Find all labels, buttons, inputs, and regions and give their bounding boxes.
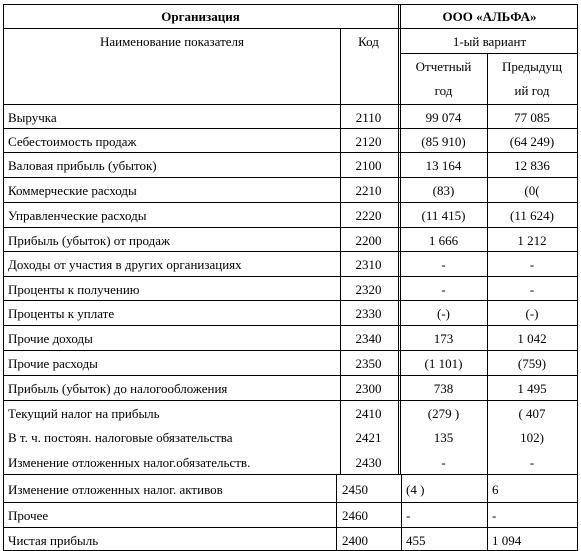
previous-year-value: ( 407 — [518, 406, 546, 421]
current-year-value: 99 074 — [425, 110, 462, 125]
indicator-name: Чистая прибыль — [8, 533, 99, 548]
previous-year-value: 77 085 — [514, 110, 550, 125]
previous-year-value: - — [529, 257, 535, 272]
indicator-code: 2330 — [355, 306, 382, 321]
horizontal-rule — [3, 474, 578, 475]
previous-year-value: 1 212 — [517, 233, 547, 248]
current-year-value: 738 — [433, 381, 454, 396]
current-year-value: 135 — [433, 430, 454, 445]
horizontal-rule — [3, 276, 578, 277]
current-year-value: - — [406, 508, 411, 523]
indicator-name: Выручка — [8, 110, 57, 125]
indicator-name: Валовая прибыль (убыток) — [8, 158, 157, 173]
indicator-name: Проценты к уплате — [8, 306, 115, 321]
horizontal-rule — [3, 28, 578, 29]
indicator-code: 2300 — [355, 381, 382, 396]
indicator-name: Коммерческие расходы — [8, 183, 137, 198]
indicator-code: 2200 — [355, 233, 382, 248]
vertical-rule — [336, 474, 337, 551]
current-year-value: (-) — [437, 306, 450, 321]
current-year-header-line1: Отчетный — [415, 59, 472, 74]
indicator-code: 2410 — [355, 406, 382, 421]
indicator-column-header: Наименование показателя — [99, 34, 245, 49]
current-year-value: (11 415) — [421, 208, 466, 223]
indicator-name: Прочие расходы — [8, 356, 98, 371]
previous-year-value: (-) — [525, 306, 539, 321]
horizontal-rule — [3, 227, 578, 228]
previous-year-value: 6 — [492, 482, 499, 497]
indicator-code: 2460 — [342, 508, 368, 523]
horizontal-rule — [3, 300, 578, 301]
previous-year-value: 1 042 — [517, 331, 547, 346]
vertical-rule — [487, 53, 488, 475]
vertical-rule — [401, 474, 402, 551]
current-year-header-line2: год — [434, 83, 453, 98]
indicator-code: 2320 — [355, 282, 382, 297]
previous-year-value: - — [529, 282, 535, 297]
indicator-code: 2400 — [342, 533, 368, 548]
current-year-value: 1 666 — [428, 233, 459, 248]
current-year-value: 455 — [406, 533, 426, 548]
current-year-value: (279 ) — [427, 406, 460, 421]
indicator-name: В т. ч. постоян. налоговые обязательства — [8, 430, 233, 445]
indicator-name: Прочее — [8, 508, 49, 523]
indicator-name: Управленческие расходы — [8, 208, 147, 223]
indicator-code: 2220 — [355, 208, 382, 223]
vertical-rule — [400, 4, 401, 475]
indicator-code: 2340 — [355, 331, 382, 346]
indicator-code: 2100 — [355, 158, 382, 173]
horizontal-rule — [3, 4, 578, 5]
vertical-rule — [340, 28, 341, 475]
horizontal-rule — [3, 128, 578, 129]
vertical-rule — [577, 4, 578, 551]
previous-year-value: 1 094 — [492, 533, 522, 548]
indicator-name: Прочие доходы — [8, 331, 93, 346]
horizontal-rule — [3, 350, 578, 351]
current-year-value: (85 910) — [421, 134, 466, 149]
indicator-name: Прибыль (убыток) от продаж — [8, 233, 170, 248]
previous-year-header-line1: Предыдущ — [502, 59, 562, 74]
horizontal-rule — [3, 152, 578, 153]
indicator-name: Изменение отложенных налог. активов — [8, 482, 223, 497]
horizontal-rule — [3, 325, 578, 326]
current-year-value: - — [441, 455, 446, 470]
current-year-value: 13 164 — [425, 158, 462, 173]
vertical-rule — [487, 474, 488, 551]
previous-year-value: - — [529, 455, 535, 470]
horizontal-rule — [3, 375, 578, 376]
horizontal-rule — [3, 400, 578, 401]
indicator-name: Текущий налог на прибыль — [8, 406, 160, 421]
indicator-name: Себестоимость продаж — [8, 134, 137, 149]
previous-year-value: - — [492, 508, 497, 523]
previous-year-value: 102) — [520, 430, 544, 445]
company-name: ООО «АЛЬФА» — [442, 9, 537, 24]
indicator-code: 2110 — [355, 110, 382, 125]
indicator-code: 2120 — [355, 134, 382, 149]
code-column-header: Код — [358, 34, 379, 49]
previous-year-value: 12 836 — [514, 158, 550, 173]
indicator-code: 2430 — [355, 455, 382, 470]
indicator-code: 2210 — [355, 183, 382, 198]
previous-year-value: (759) — [517, 356, 547, 371]
horizontal-rule — [3, 251, 578, 252]
current-year-value: - — [441, 282, 446, 297]
horizontal-rule — [3, 202, 578, 203]
indicator-code: 2310 — [355, 257, 382, 272]
current-year-value: (83) — [432, 183, 455, 198]
current-year-value: (4 ) — [406, 482, 425, 497]
current-year-value: 173 — [433, 331, 454, 346]
variant-header: 1-ый вариант — [452, 34, 527, 49]
vertical-rule — [3, 4, 4, 551]
horizontal-rule — [3, 177, 578, 178]
previous-year-value: 1 495 — [517, 381, 547, 396]
vertical-rule — [398, 4, 399, 475]
previous-year-header-line2: ий год — [514, 83, 550, 98]
indicator-name: Доходы от участия в других организациях — [8, 257, 242, 272]
horizontal-rule — [400, 53, 578, 54]
indicator-name: Прибыль (убыток) до налогообложения — [8, 381, 228, 396]
previous-year-value: (64 249) — [509, 134, 555, 149]
previous-year-value: (11 624) — [510, 208, 554, 223]
organization-label: Организация — [161, 9, 240, 24]
indicator-name: Изменение отложенных налог.обязательств. — [8, 455, 251, 470]
horizontal-rule — [3, 527, 578, 528]
horizontal-rule — [3, 502, 578, 503]
previous-year-value: (0( — [524, 183, 540, 198]
horizontal-rule — [3, 104, 578, 105]
current-year-value: (1 101) — [424, 356, 463, 371]
current-year-value: - — [441, 257, 446, 272]
indicator-name: Проценты к получению — [8, 282, 140, 297]
indicator-code: 2421 — [355, 430, 382, 445]
indicator-code: 2450 — [342, 482, 368, 497]
indicator-code: 2350 — [355, 356, 382, 371]
